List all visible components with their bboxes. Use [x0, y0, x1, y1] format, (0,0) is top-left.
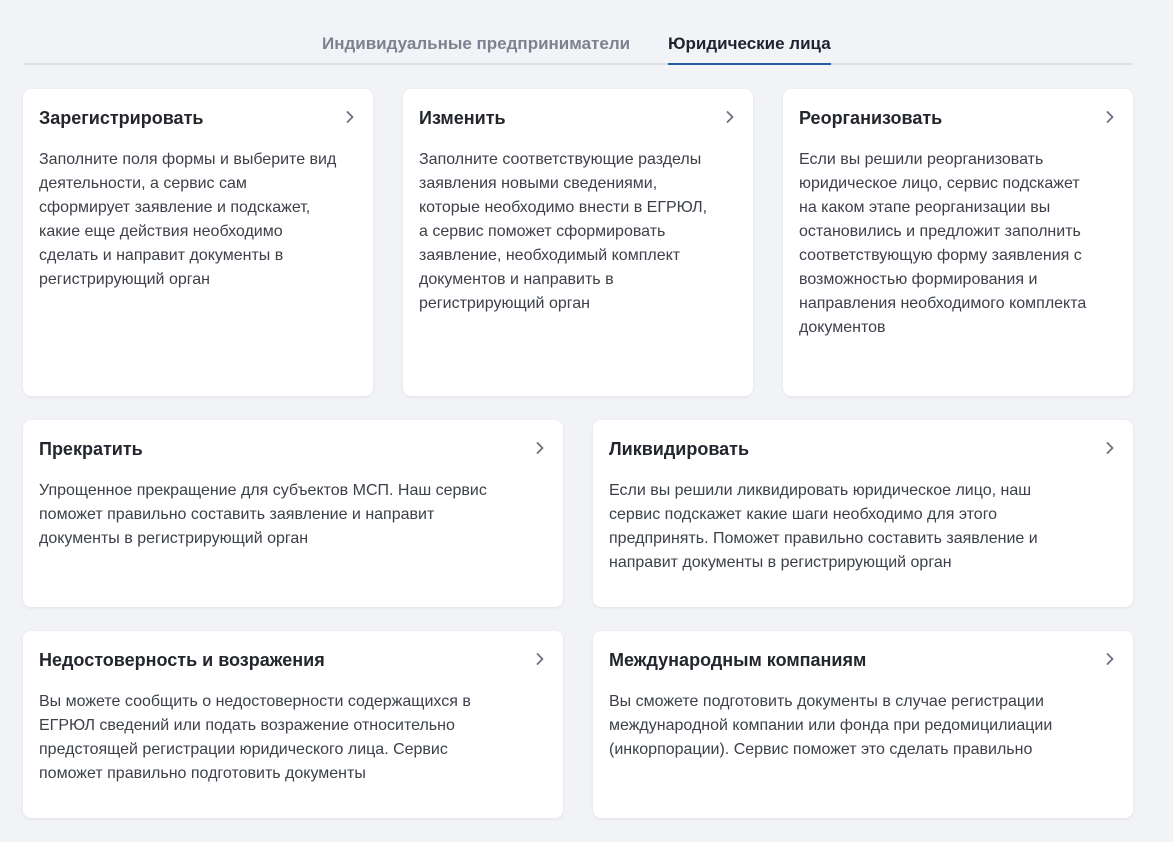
chevron-right-icon [533, 652, 547, 666]
card-title: Зарегистрировать [39, 108, 204, 128]
card-title: Ликвидировать [609, 439, 750, 459]
tabs-bar [23, 20, 1133, 65]
card-description: Если вы решили ликвидировать юридическое лицо, наш сервис подскажет какие шаги необходимо для этого предпринять. Поможет правильно составить заявление и направит документы в регистрирующий орган [609, 482, 1038, 571]
card-title: Изменить [419, 108, 506, 128]
card-description: Упрощенное прекращение для субъектов МСП. Наш сервис поможет правильно составить заявление и направит документы в регистрирующий орган [39, 482, 487, 547]
card-international-companies[interactable] [593, 631, 1133, 818]
chevron-right-icon [1103, 110, 1117, 124]
chevron-right-icon [533, 441, 547, 455]
card-description: Заполните соответствующие разделы заявления новыми сведениями, которые необходимо внести в ЕГРЮЛ, а сервис поможет сформировать заявление, необходимый комплект документов и направить в регистрирующий орган [419, 151, 708, 312]
chevron-right-icon [343, 110, 357, 124]
card-change[interactable] [403, 89, 753, 396]
card-title: Прекратить [39, 439, 143, 459]
card-description: Если вы решили реорганизовать юридическое лицо, сервис подскажет на каком этапе реорганизации вы остановились и предложит заполнить соответствующую форму заявления с возможностью формирования и направления необходимого комплекта документов [799, 151, 1087, 336]
card-description: Заполните поля формы и выберите вид деятельности, а сервис сам сформирует заявление и подскажет, какие еще действия необходимо сделать и направит документы в регистрирующий орган [39, 151, 337, 288]
card-inaccuracy-objections[interactable] [23, 631, 563, 818]
card-liquidate[interactable] [593, 420, 1133, 607]
card-description: Вы сможете подготовить документы в случае регистрации международной компании или фонда при редомицилиации (инкорпорации). Сервис поможет это сделать правильно [609, 693, 1053, 758]
card-terminate[interactable] [23, 420, 563, 607]
card-title: Международным компаниям [609, 650, 867, 670]
chevron-right-icon [723, 110, 737, 124]
chevron-right-icon [1103, 652, 1117, 666]
card-register[interactable] [23, 89, 373, 396]
card-title: Недостоверность и возражения [39, 650, 325, 670]
chevron-right-icon [1103, 441, 1117, 455]
card-title: Реорганизовать [799, 108, 943, 128]
card-description: Вы можете сообщить о недостоверности содержащихся в ЕГРЮЛ сведений или подать возражение относительно предстоящей регистрации юридического лица. Сервис поможет правильно подготовить документы [39, 693, 471, 782]
tab-individual-entrepreneurs[interactable]: Индивидуальные предприниматели [322, 34, 631, 53]
card-reorganize[interactable] [783, 89, 1133, 396]
tab-legal-entities[interactable]: Юридические лица [668, 34, 831, 65]
